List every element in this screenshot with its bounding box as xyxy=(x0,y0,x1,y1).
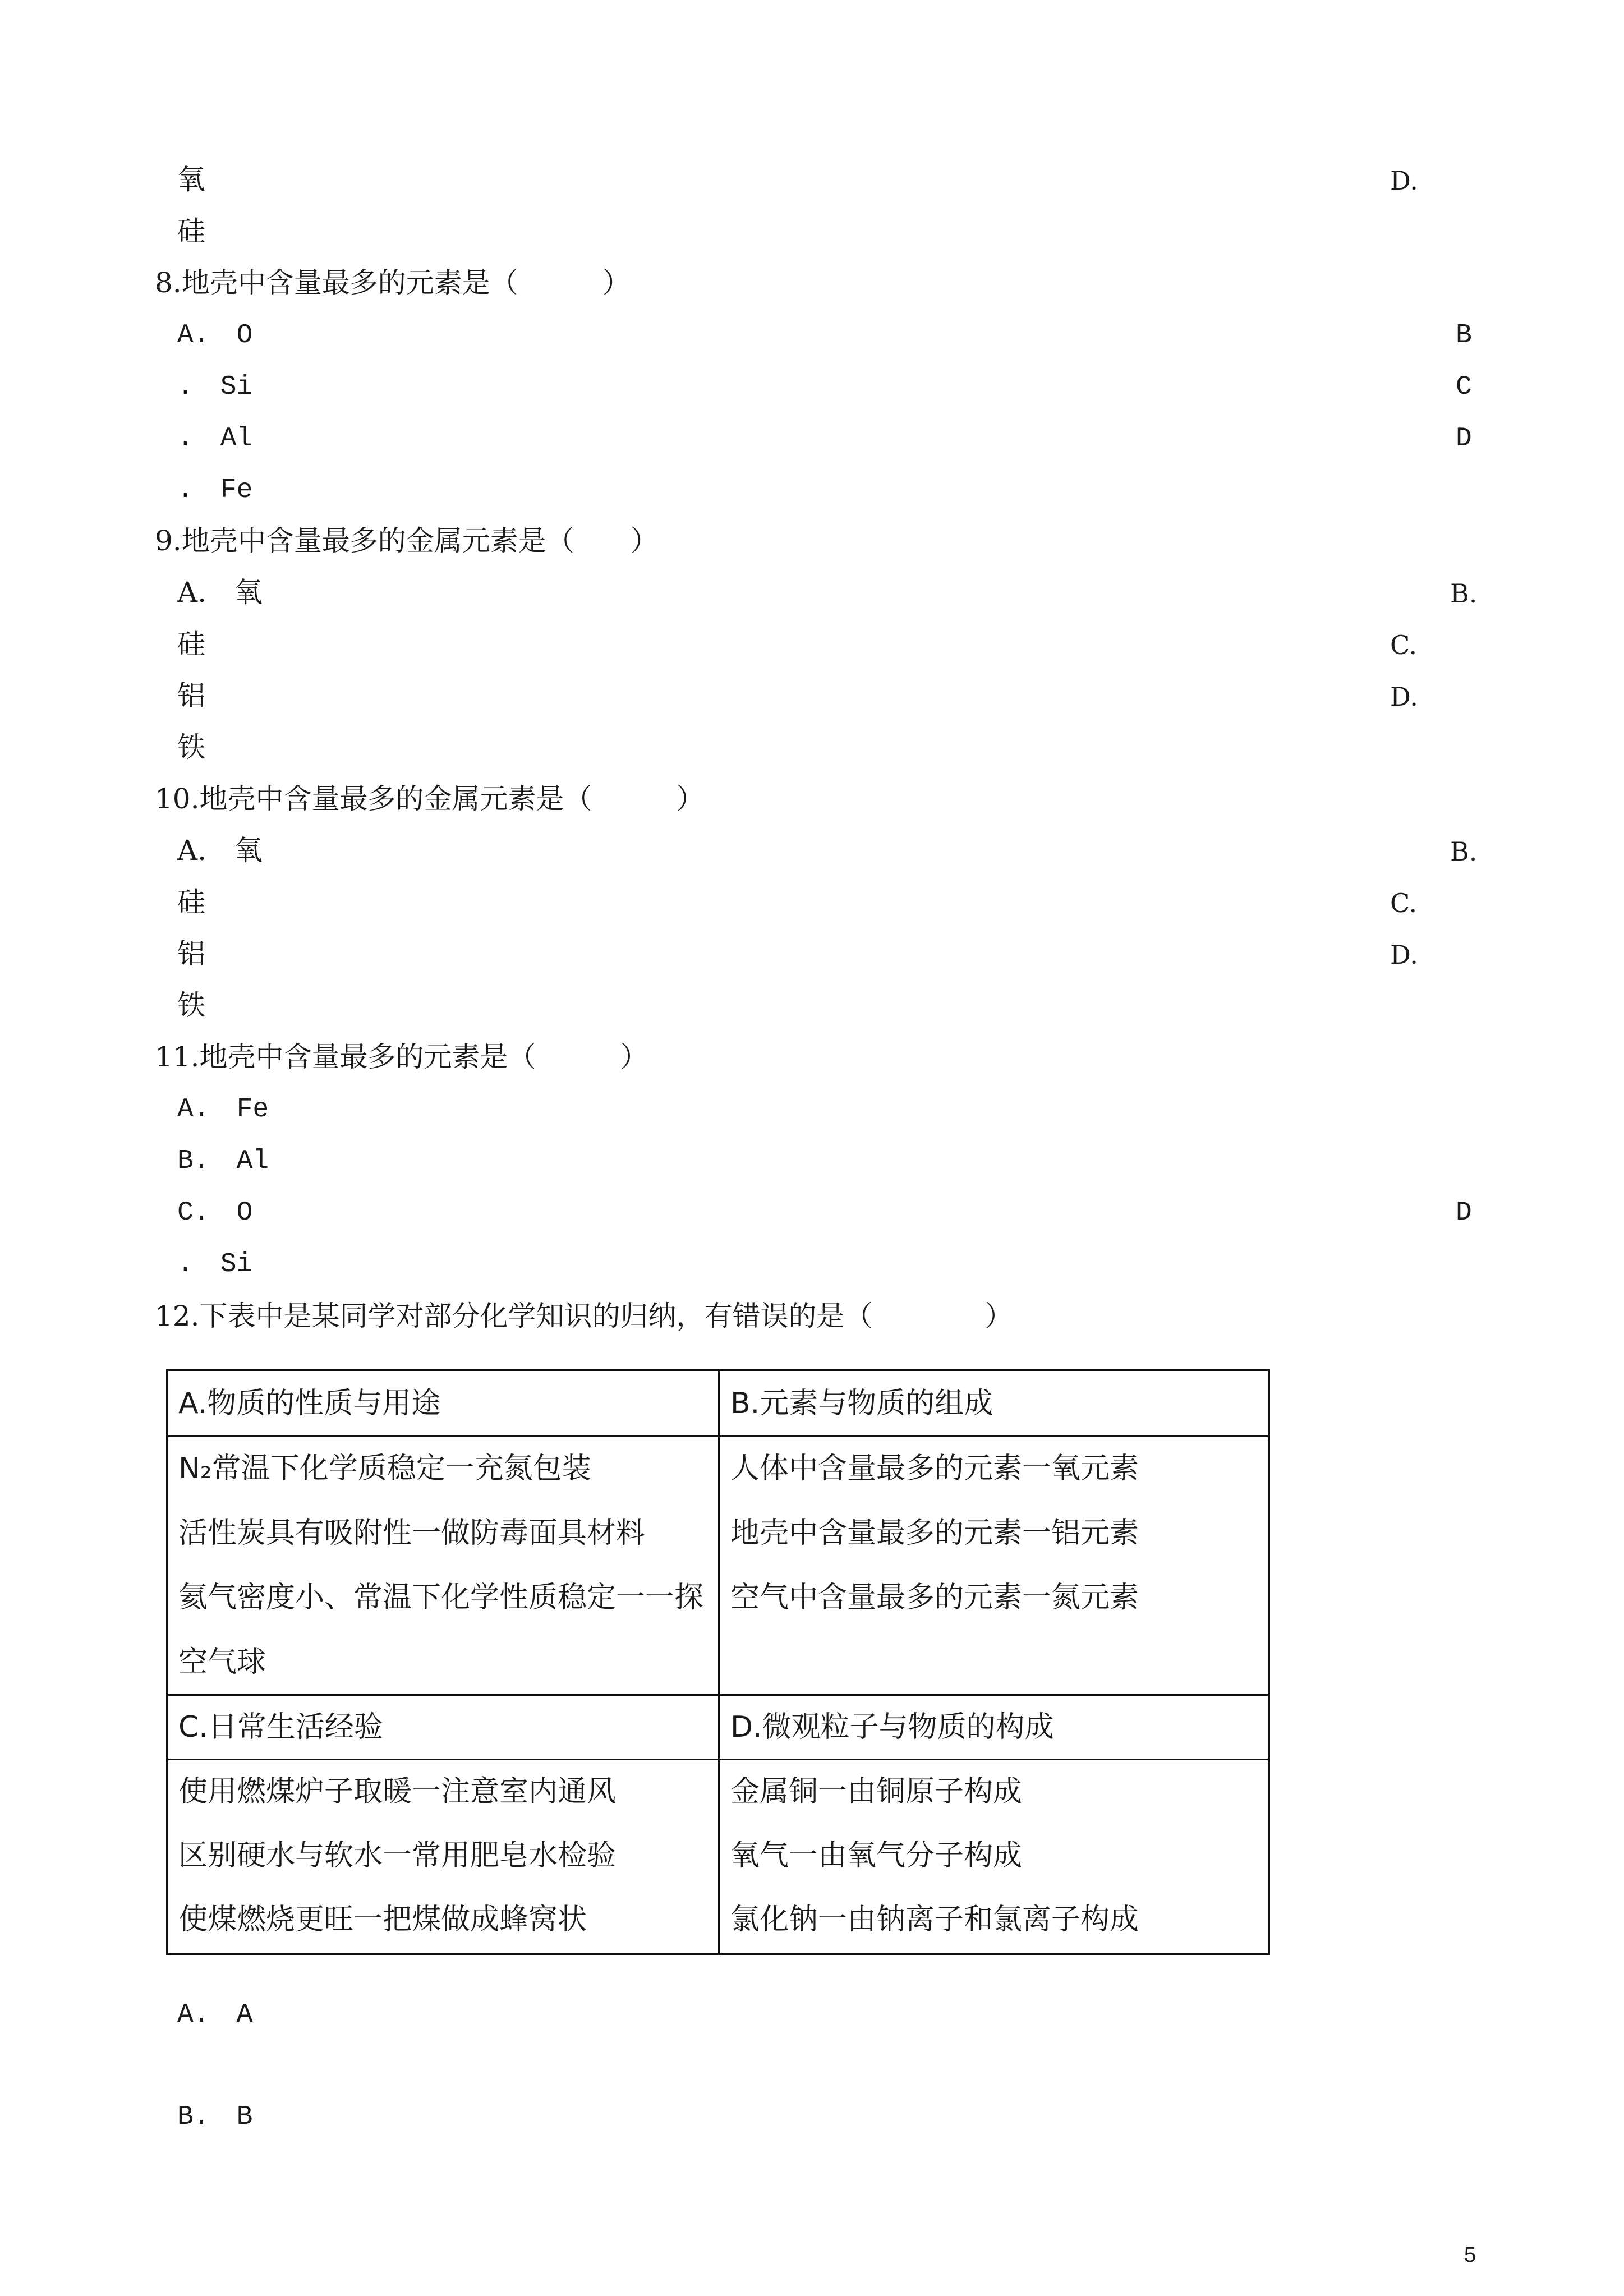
q10-option-c-label: C. xyxy=(1390,888,1418,918)
table-cell-d-line: 氧气一由氧气分子构成 xyxy=(730,1839,1023,1872)
q9-option-a: A. 氧 xyxy=(177,576,263,609)
q8-option-c-label: C xyxy=(1456,372,1472,402)
knowledge-table xyxy=(166,1369,1270,1955)
table-cell-d-line: 氯化钠一由钠离子和氯离子构成 xyxy=(730,1903,1139,1936)
q7-option-c-text: 氧 xyxy=(177,163,205,196)
q11-stem: 11.地壳中含量最多的元素是（ ） xyxy=(155,1041,648,1073)
q9-option-b-label: B. xyxy=(1450,578,1478,609)
table-cell-a-line: 活性炭具有吸附性一做防毒面具材料 xyxy=(178,1516,646,1550)
q7-option-d-text: 硅 xyxy=(177,215,205,247)
table-header-a: A.物质的性质与用途 xyxy=(178,1387,441,1420)
q11-option-d-text: . Si xyxy=(177,1249,253,1280)
q8-option-b-text: . Si xyxy=(177,372,253,402)
q8-option-c-text: . Al xyxy=(177,424,253,454)
table-header-c: C.日常生活经验 xyxy=(178,1710,383,1744)
q8-option-d-label: D xyxy=(1456,424,1472,454)
q9-option-c-text: 铝 xyxy=(177,679,205,712)
q10-option-b-label: B. xyxy=(1450,836,1478,867)
table-cell-b-line: 人体中含量最多的元素一氧元素 xyxy=(730,1452,1139,1485)
q12-stem: 12.下表中是某同学对部分化学知识的归纳，有错误的是（ ） xyxy=(155,1300,1013,1332)
q9-option-c-label: C. xyxy=(1390,630,1418,660)
table-cell-c-line: 区别硬水与软水一常用肥皂水检验 xyxy=(178,1839,617,1872)
table-cell-a-line: 空气球 xyxy=(178,1645,266,1679)
q9-option-d-label: D. xyxy=(1390,682,1418,712)
q10-option-d-text: 铁 xyxy=(177,989,205,1022)
q9-stem: 9.地壳中含量最多的金属元素是（ ） xyxy=(155,524,659,557)
q10-stem: 10.地壳中含量最多的金属元素是（ ） xyxy=(155,783,705,815)
q8-option-b-label: B xyxy=(1456,320,1472,351)
table-column-divider xyxy=(718,1371,720,1953)
table-cell-c-line: 使煤燃烧更旺一把煤做成蜂窝状 xyxy=(178,1903,587,1936)
q11-option-d-label: D xyxy=(1456,1198,1472,1228)
q9-option-b-text: 硅 xyxy=(177,628,205,660)
q9-option-d-text: 铁 xyxy=(177,731,205,763)
q7-option-d-label: D. xyxy=(1390,165,1418,196)
q8-option-a: A. O xyxy=(177,320,253,351)
q10-option-b-text: 硅 xyxy=(177,886,205,918)
table-header-b: B.元素与物质的组成 xyxy=(730,1387,993,1420)
q10-option-a: A. 氧 xyxy=(177,834,263,867)
q11-option-c: C. O xyxy=(177,1198,253,1228)
q11-option-b: B. Al xyxy=(177,1146,269,1176)
q8-stem: 8.地壳中含量最多的元素是（ ） xyxy=(155,266,631,299)
q12-option-b: B. B xyxy=(177,2102,253,2132)
q10-option-d-label: D. xyxy=(1390,940,1418,970)
table-cell-d-line: 金属铜一由铜原子构成 xyxy=(730,1775,1023,1809)
page-number: 5 xyxy=(1464,2243,1476,2267)
q10-option-c-text: 铝 xyxy=(177,937,205,970)
q11-option-a: A. Fe xyxy=(177,1094,269,1125)
table-cell-c-line: 使用燃煤炉子取暖一注意室内通风 xyxy=(178,1775,617,1809)
table-cell-a-line: N₂常温下化学质稳定一充氮包装 xyxy=(178,1452,591,1485)
q12-option-a: A. A xyxy=(177,2000,253,2030)
table-cell-b-line: 空气中含量最多的元素一氮元素 xyxy=(730,1581,1139,1614)
q8-option-d-text: . Fe xyxy=(177,475,253,505)
table-header-d: D.微观粒子与物质的构成 xyxy=(730,1710,1054,1744)
table-cell-b-line: 地壳中含量最多的元素一铝元素 xyxy=(730,1516,1139,1550)
table-cell-a-line: 氦气密度小、常温下化学性质稳定一一探 xyxy=(178,1581,704,1614)
